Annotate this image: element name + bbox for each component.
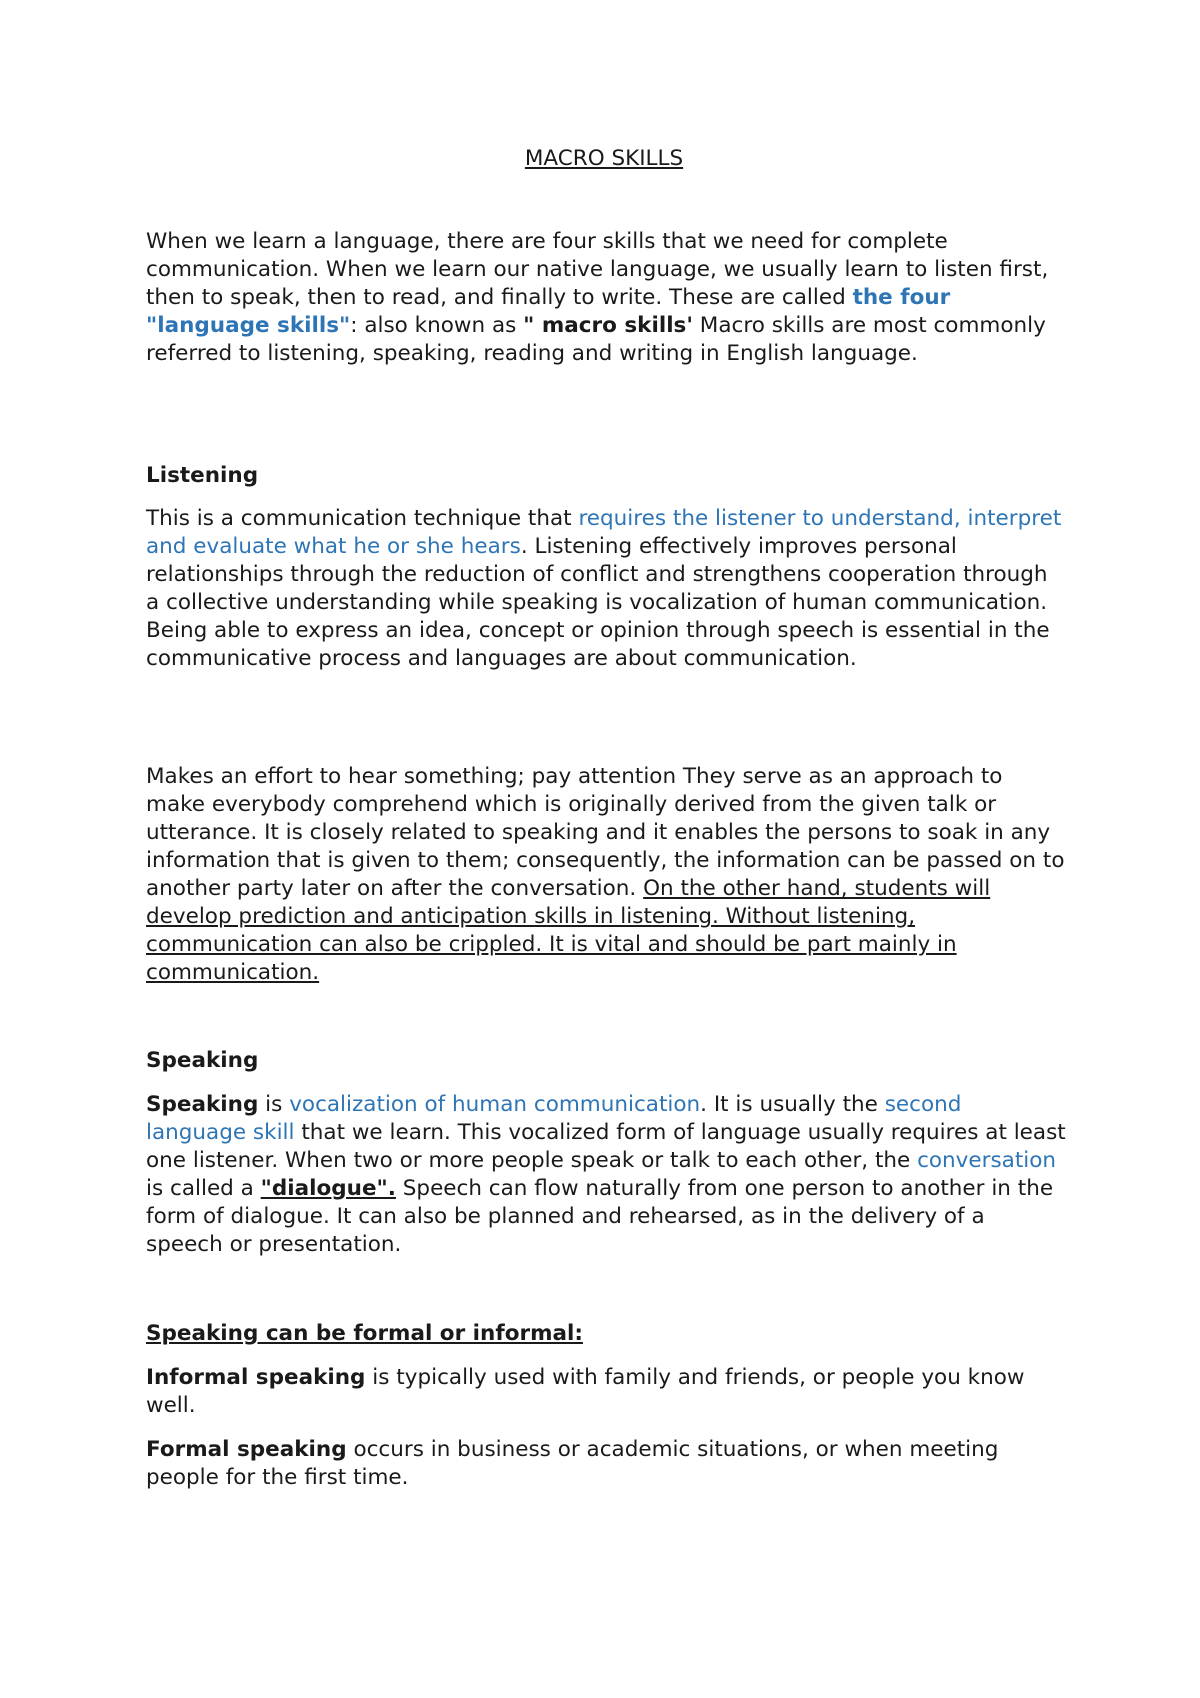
formal-bold: Formal speaking	[146, 1437, 347, 1462]
listening-text-2: . Listening effectively improves personal relationships through the reduction of conflict and strengthens cooperation through a collective understanding while speaking is vocalization of human communication. Being able to express an idea, concept or opinion through speech is essential in the communicative process and languages are about communication.	[146, 534, 1050, 671]
listening-heading: Listening	[146, 463, 259, 488]
speaking-text-4: is called a	[146, 1176, 261, 1201]
speaking-bold: Speaking	[146, 1092, 259, 1117]
speaking-paragraph	[146, 1091, 1066, 1259]
informal-paragraph	[146, 1364, 1066, 1420]
speaking-text-5: Speech can flow naturally from one person to another in the form of dialogue. It can also be planned and rehearsed, as in the delivery of a speech or presentation.	[146, 1176, 1054, 1257]
formal-text: occurs in business or academic situations, or when meeting people for the first time.	[146, 1437, 999, 1490]
listening-p2-underlined: On the other hand, students will develop prediction and anticipation skills in listening. Without listening, communication can also be crippled. It is vital and should be part mainly in communication.	[146, 876, 991, 985]
speaking-dialogue: "dialogue".	[260, 1176, 396, 1201]
speaking-text-2: . It is usually the	[700, 1092, 885, 1117]
speaking-highlight-2: second language skill	[146, 1092, 962, 1145]
listening-paragraph-2	[146, 763, 1066, 987]
listening-paragraph-1	[146, 505, 1066, 673]
speaking-text-3: that we learn. This vocalized form of language usually requires at least one listener. When two or more people speak or talk to each other, the	[146, 1120, 1066, 1173]
listening-text-1: This is a communication technique that	[146, 506, 579, 531]
speaking-heading: Speaking	[146, 1048, 259, 1073]
speaking-highlight-3: conversation	[917, 1148, 1057, 1173]
formal-informal-heading: Speaking can be formal or informal:	[146, 1321, 583, 1346]
intro-paragraph	[146, 228, 1066, 368]
intro-text-1: When we learn a language, there are four skills that we need for complete communication. When we learn our native language, we usually learn to listen first, then to speak, then to read, and finally to write. These are called	[146, 229, 1049, 310]
speaking-text-1: is	[258, 1092, 290, 1117]
intro-bold: " macro skills'	[523, 313, 693, 338]
informal-bold: Informal speaking	[146, 1365, 366, 1390]
intro-text-3: Macro skills are most commonly referred to listening, speaking, reading and writing in English language.	[146, 313, 1046, 366]
document-title: MACRO SKILLS	[524, 146, 684, 171]
formal-paragraph	[146, 1436, 1066, 1492]
informal-text: is typically used with family and friends, or people you know well.	[146, 1365, 1025, 1418]
intro-highlight: the four "language skills"	[146, 285, 951, 338]
intro-text-2: : also known as	[350, 313, 524, 338]
listening-highlight: requires the listener to understand, interpret and evaluate what he or she hears	[146, 506, 1062, 559]
listening-p2-text: Makes an effort to hear something; pay attention They serve as an approach to make everybody comprehend which is originally derived from the given talk or utterance. It is closely related to speaking and it enables the persons to soak in any information that is given to them; consequently, the information can be passed on to another party later on after the conversation.	[146, 764, 1065, 901]
speaking-highlight-1: vocalization of human communication	[289, 1092, 701, 1117]
